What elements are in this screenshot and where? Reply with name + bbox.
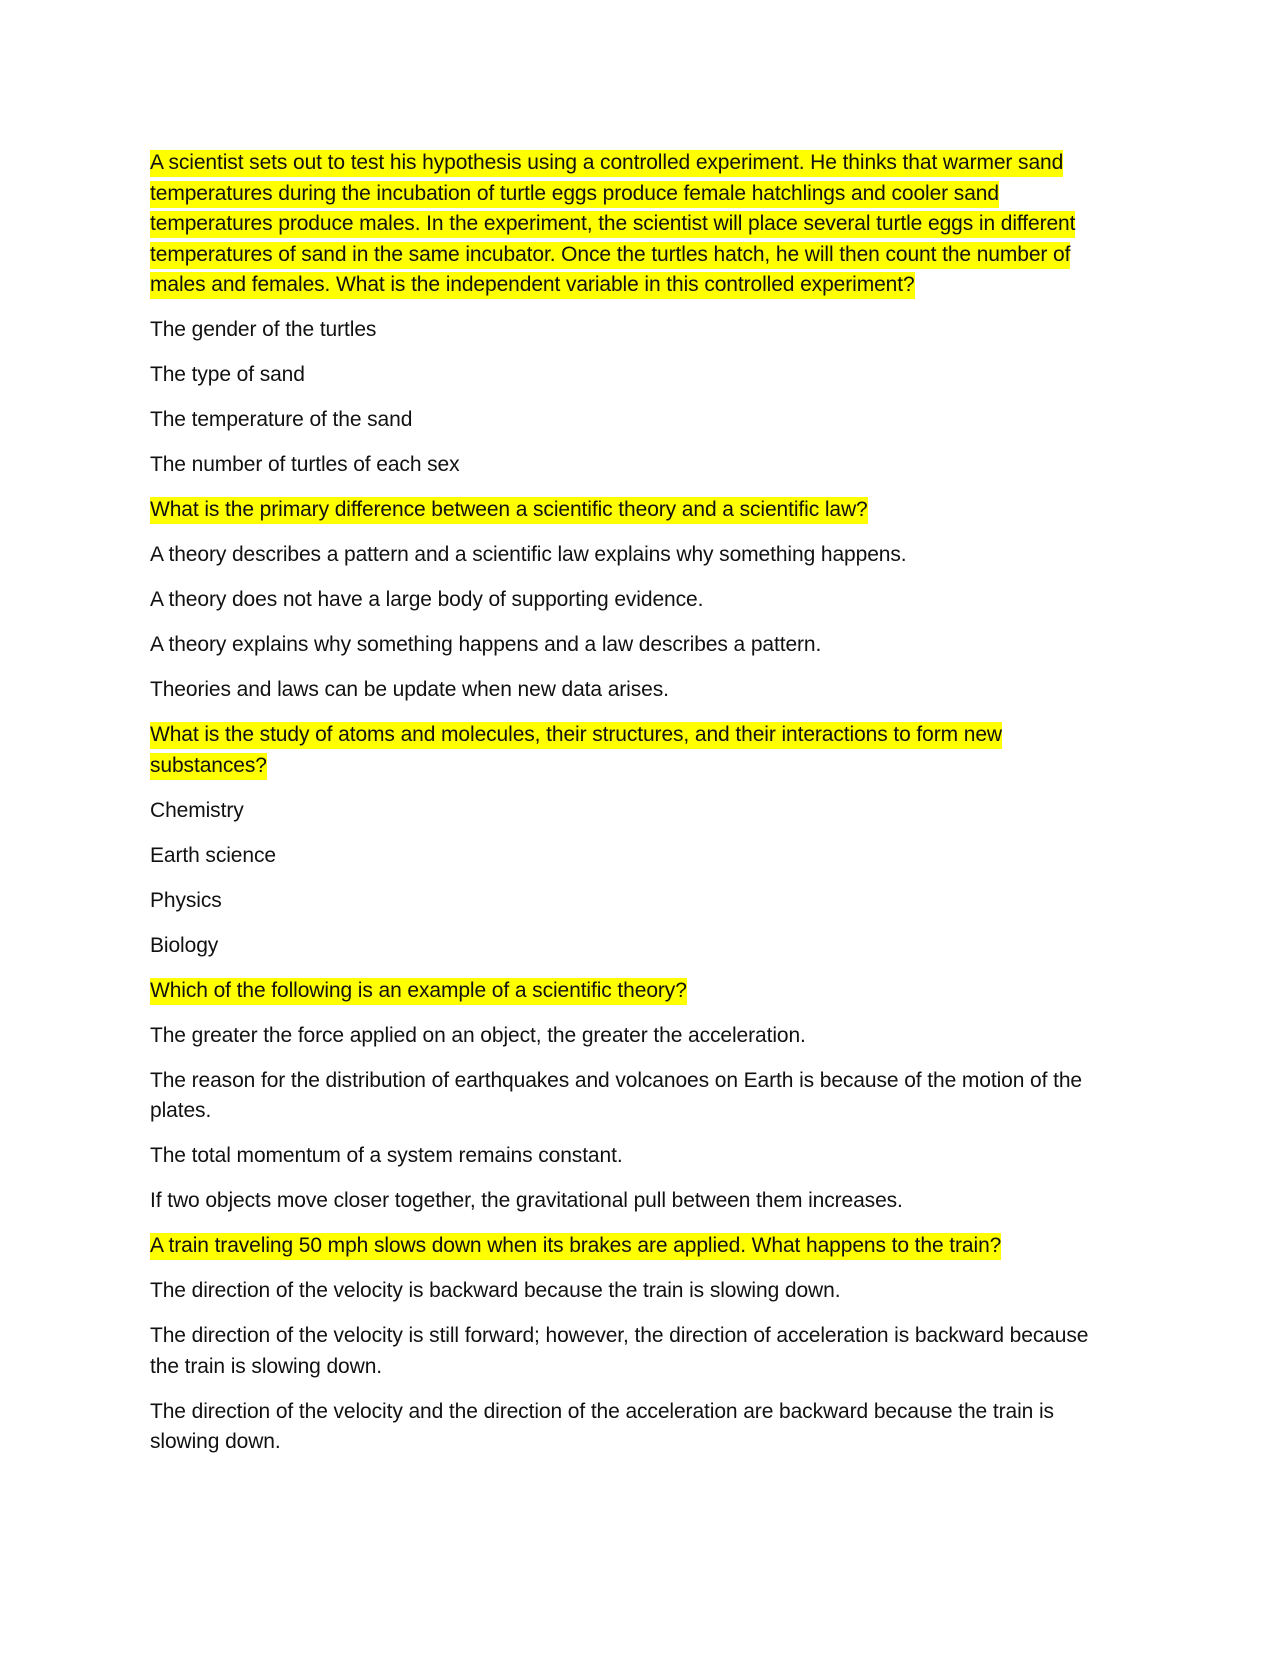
question-2-text: What is the primary difference between a scientific theory and a scientific law? [150,497,868,524]
question-5 [150,1231,1120,1262]
question-2-option-2: A theory does not have a large body of supporting evidence. [150,588,704,611]
question-2-option-1: A theory describes a pattern and a scientific law explains why something happens. [150,543,907,566]
question-1-option-4: The number of turtles of each sex [150,453,460,476]
question-4-option-1: The greater the force applied on an object, the greater the acceleration. [150,1023,806,1047]
question-5-option-2: The direction of the velocity is still forward; however, the direction of acceleration is backward because the train is slowing down. [150,1324,1089,1378]
question-5-text: A train traveling 50 mph slows down when its brakes are applied. What happens to the train? [150,1233,1001,1260]
question-1-option-1: The gender of the turtles [150,318,377,341]
question-2-option-3: A theory explains why something happens and a law describes a pattern. [150,633,822,656]
question-3 [150,720,1120,781]
question-4-option-4: If two objects move closer together, the gravitational pull between them increases. [150,1189,903,1212]
question-1 [150,148,1120,301]
document-page [150,148,1120,1472]
question-4 [150,976,1120,1007]
question-3-option-4: Biology [150,933,219,957]
question-4-text: Which of the following is an example of a scientific theory? [150,978,687,1005]
question-4-option-2: The reason for the distribution of earthquakes and volcanoes on Earth is because of the motion of the plates. [150,1068,1082,1122]
question-4-option-3: The total momentum of a system remains constant. [150,1144,623,1167]
question-2 [150,495,1120,526]
question-5-option-1: The direction of the velocity is backward because the train is slowing down. [150,1279,841,1302]
question-1-option-3: The temperature of the sand [150,408,413,431]
question-3-option-2: Earth science [150,843,276,867]
question-1-text: A scientist sets out to test his hypothesis using a controlled experiment. He thinks that warmer sand temperatures during the incubation of turtle eggs produce female hatchlings and cooler sand temperatures produce males. In the experiment, the scientist will place several turtle eggs in different temperatures of sand in the same incubator. Once the turtles hatch, he will then count the number of males and females. What is the independent variable in this controlled experiment? [150,150,1075,299]
question-2-option-4: Theories and laws can be update when new data arises. [150,678,669,701]
question-5-option-3: The direction of the velocity and the direction of the acceleration are backward because the train is slowing down. [150,1399,1054,1453]
question-3-option-1: Chemistry [150,798,244,822]
question-1-option-2: The type of sand [150,363,305,386]
question-3-option-3: Physics [150,888,222,912]
question-3-text: What is the study of atoms and molecules, their structures, and their interactions to form new substances? [150,722,1002,780]
